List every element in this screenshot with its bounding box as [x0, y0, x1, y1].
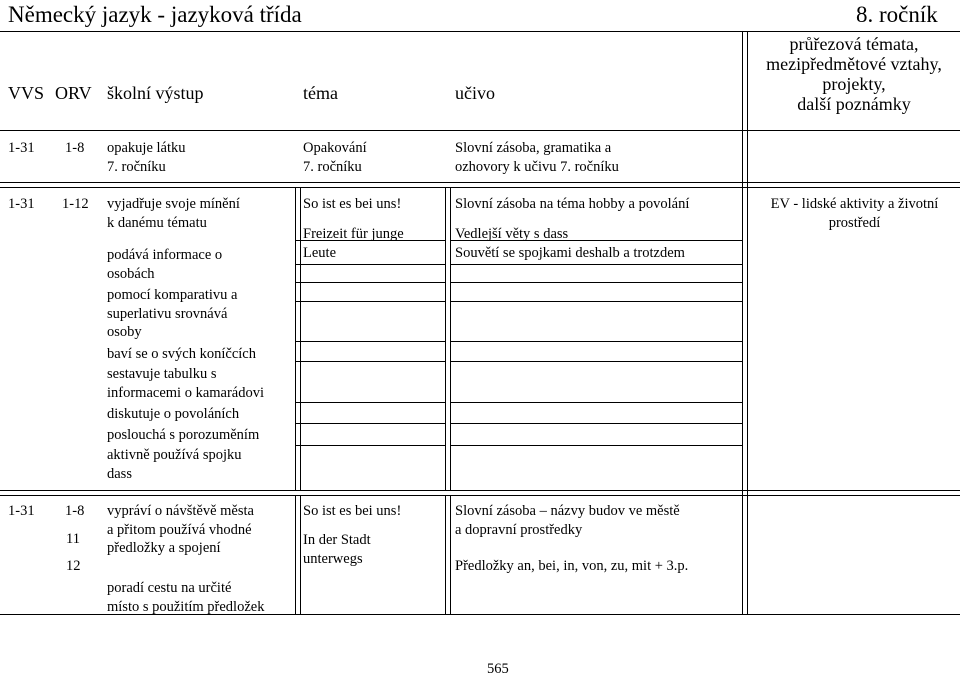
row2-curriculum-conj: Souvětí se spojkami deshalb a trotzdem — [455, 245, 685, 261]
row3-outcome-directions: poradí cestu na určité místo s použitím předložek — [107, 580, 265, 615]
row3-curriculum-prepositions: Předložky an, bei, in, von, zu, mit + 3.p. — [455, 558, 689, 574]
col-header-orv: ORV — [55, 83, 92, 103]
row2-outcome-listening: poslouchá s porozuměním — [107, 427, 260, 443]
row2-outcome-professions: diskutuje o povoláních — [107, 406, 240, 422]
row3-orv-3: 12 — [66, 558, 81, 574]
page-number: 565 — [487, 661, 509, 677]
page-title: Německý jazyk - jazyková třída — [8, 2, 302, 27]
row2-topic-sub: Freizeit für junge Leute — [303, 226, 404, 261]
row2-curriculum-vocab: Slovní zásoba na téma hobby a povolání — [455, 196, 690, 212]
row2-topic-main: So ist es bei uns! — [303, 196, 402, 212]
row2-outcome-comparative: pomocí komparativu a superlativu srovnává osoby — [107, 287, 238, 340]
row2-outcome-hobbies: baví se o svých koníčcích — [107, 346, 256, 362]
row3-topic-sub: In der Stadt unterwegs — [303, 532, 371, 567]
row2-outcome-persons: podává informace o osobách — [107, 247, 223, 282]
row3-vvs: 1-31 — [8, 503, 35, 519]
col-header-topic: téma — [303, 83, 338, 103]
row2-vvs: 1-31 — [8, 196, 35, 212]
grade-label: 8. ročník — [856, 2, 938, 27]
row1-orv: 1-8 — [65, 140, 85, 156]
col-header-outcome: školní výstup — [107, 83, 204, 103]
row2-curriculum-dass: Vedlejší věty s dass — [455, 226, 569, 242]
col-header-vvs: VVS — [8, 83, 45, 103]
row1-curriculum: Slovní zásoba, gramatika a ozhovory k učivu 7. ročníku — [455, 140, 619, 175]
row1-vvs: 1-31 — [8, 140, 35, 156]
row3-outcome-visit: vypráví o návštěvě města a přitom používá vhodné předložky a spojení — [107, 503, 254, 556]
col-header-notes: průřezová témata, mezipředmětové vztahy, projekty, další poznámky — [766, 34, 942, 114]
row3-orv-2: 11 — [66, 531, 80, 547]
row2-orv: 1-12 — [62, 196, 89, 212]
row1-outcomes: opakuje látku 7. ročníku — [107, 140, 186, 175]
row2-outcome-opinion: vyjadřuje svoje mínění k danému tématu — [107, 196, 240, 231]
row3-curriculum-vocab: Slovní zásoba – názvy budov ve městě a dopravní prostředky — [455, 503, 680, 538]
row2-outcome-dass: aktivně používá spojku dass — [107, 447, 242, 482]
col-header-curriculum: učivo — [455, 83, 495, 103]
row3-orv-1: 1-8 — [65, 503, 85, 519]
row3-topic-main: So ist es bei uns! — [303, 503, 402, 519]
row1-topic: Opakování 7. ročníku — [303, 140, 367, 175]
row2-outcome-table: sestavuje tabulku s informacemi o kamarádovi — [107, 366, 265, 401]
row2-notes: EV - lidské aktivity a životní prostředí — [770, 196, 939, 231]
